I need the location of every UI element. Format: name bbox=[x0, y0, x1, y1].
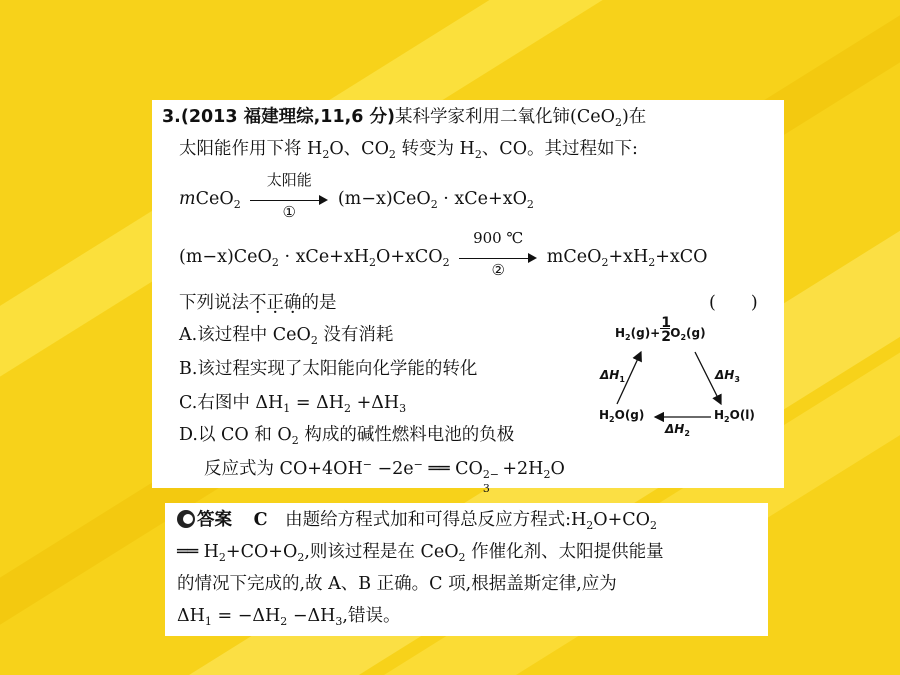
label-dh1: $\Delta H_1$ bbox=[600, 368, 625, 384]
label-dh2: $\Delta H_2$ bbox=[665, 422, 690, 438]
option-d-line-2: 反应式为 CO+4OH− −2e− ══ CO 2− 3 $+2H_2O$ bbox=[204, 458, 565, 495]
question-source: (2013 福建理综,11,6 分) bbox=[180, 107, 396, 127]
question-number: 3. bbox=[162, 107, 181, 127]
answer-parentheses: ( ) bbox=[709, 293, 758, 313]
answer-label: 答案 bbox=[197, 510, 232, 530]
hess-cycle-diagram bbox=[597, 314, 777, 448]
answer-line-4: $\Delta H_1 = -\Delta H_2 -\Delta H_3$,错误。 bbox=[177, 606, 401, 628]
answer-icon bbox=[177, 510, 195, 528]
node-h2o-gas: $H_2O(g)$ bbox=[599, 408, 645, 424]
node-h2-o2: $H_2(g)+$ $\frac{1}{2}$ $O_2(g)$ bbox=[615, 314, 706, 345]
question-line-2: 太阳能作用下将 $H_2O$、$CO_2$ 转变为 $H_2$、CO。其过程如下: bbox=[179, 139, 638, 161]
option-a: A.该过程中 CeO$_2$ 没有消耗 bbox=[179, 325, 394, 347]
answer-line-1: 答案 C 由题给方程式加和可得总反应方程式$:H_2O+CO_2$ bbox=[177, 509, 657, 533]
label-dh3: $\Delta H_3$ bbox=[715, 368, 740, 384]
answer-line-2: ══ $H_2+CO+O_2$,则该过程是在 CeO$_2$ 作催化剂、太阳提供能量 bbox=[177, 542, 664, 564]
answer-line-3: 的情况下完成的,故 A、B 正确。C 项,根据盖斯定律,应为 bbox=[177, 574, 617, 594]
question-panel bbox=[152, 100, 784, 495]
equation-1: mCeO$_2$ 太阳能 ① $(m-x)CeO_2 \cdot xCe+xO_2$ bbox=[179, 170, 534, 221]
option-c: C.右图中 $\Delta H_1 = \Delta H_2 +\Delta H_3$ bbox=[179, 393, 407, 415]
question-line-1: 3.(2013 福建理综,11,6 分)某科学家利用二氧化铈(CeO$_2$)在 bbox=[162, 107, 647, 129]
reaction-arrow: 太阳能 ① bbox=[250, 189, 328, 211]
node-h2o-liquid: $H_2O(l)$ bbox=[714, 408, 755, 424]
answer-choice: C bbox=[253, 510, 268, 530]
answer-panel bbox=[165, 503, 768, 636]
option-d-line-1: D.以 CO 和 $O_2$ 构成的碱性燃料电池的负极 bbox=[179, 425, 515, 447]
equation-2: $(m-x)CeO_2 \cdot xCe+xH_2O+xCO_2$ 900 ℃ ② $mCeO_2+xH_2+xCO$ bbox=[179, 228, 708, 279]
question-prompt: 下列说法不正确的是 ( ) bbox=[179, 293, 758, 313]
option-b: B.该过程实现了太阳能向化学能的转化 bbox=[179, 359, 478, 379]
reaction-arrow: 900 ℃ ② bbox=[459, 247, 537, 269]
